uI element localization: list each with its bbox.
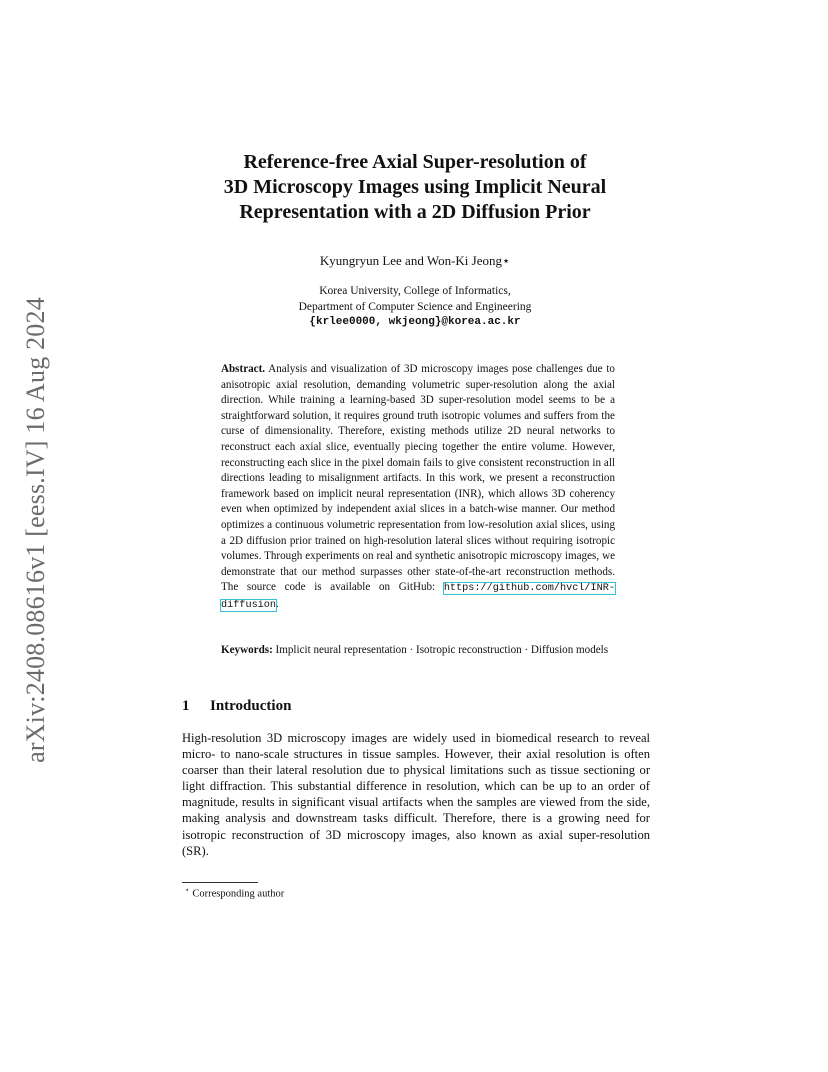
keywords-label: Keywords: bbox=[221, 644, 273, 656]
abstract-text: Analysis and visualization of 3D microscopy images pose challenges due to anisotropic axial resolution, demanding volumetric super-resolution along the axial direction. While training a learning-based 3D super-resolution model seems to be a straightforward solution, it requires ground truth isotropic volumes and suffers from the curse of dimensionality. Therefore, existing methods utilize 2D neural networks to reconstruct each axial slice, eventually piecing together the entire volume. However, reconstructing each slice in the pixel domain fails to give consistent reconstruction in all directions leading to misalignment artifacts. In this work, we present a reconstruction framework based on implicit neural representation (INR), which allows 3D coherency even when optimized by independent axial slices in a batch-wise manner. Our method optimizes a continuous volumetric representation from low-resolution axial slices, using a 2D diffusion prior trained on high-resolution lateral slices without requiring isotropic volumes. Through experiments on real and synthetic anisotropic microscopy images, we demonstrate that our method surpasses other state-of-the-art reconstruction methods. The source code is available on GitHub: bbox=[221, 363, 615, 594]
footnote-marker: ⋆ bbox=[185, 886, 190, 894]
footnote-text: Corresponding author bbox=[192, 888, 285, 900]
title-line-1: Reference-free Axial Super-resolution of bbox=[243, 151, 587, 173]
footnote-rule bbox=[182, 882, 258, 883]
intro-paragraph: High-resolution 3D microscopy images are widely used in biomedical research to reveal micro- to nano-scale structures in tissue samples. However, their axial resolution is often coarser than their lateral resolution due to physical limitations such as tissue sectioning or light diffraction. This substantial difference in resolution, which can be up to an order of magnitude, results in significant visual artifacts when the samples are viewed from the side, making analysis and downstream tasks difficult. Therefore, there is a growing need for isotropic reconstruction of 3D microscopy images, also known as axial super-resolution (SR). bbox=[182, 731, 650, 858]
paper-title bbox=[150, 150, 680, 225]
section-heading bbox=[182, 698, 291, 715]
abstract bbox=[221, 362, 615, 614]
arxiv-identifier bbox=[16, 280, 56, 780]
title-line-3: Representation with a 2D Diffusion Prior bbox=[239, 201, 591, 223]
section-number: 1 bbox=[182, 698, 190, 714]
keywords-text: Implicit neural representation · Isotropic reconstruction · Diffusion models bbox=[275, 644, 609, 656]
authors: Kyungryun Lee and Won-Ki Jeong⋆ bbox=[319, 253, 511, 268]
github-link[interactable]: https://github.com/hvcl/INR-diffusion bbox=[221, 583, 615, 611]
arxiv-identifier-text: arXiv:2408.08616v1 [eess.IV] 16 Aug 2024 bbox=[21, 297, 50, 763]
section-title: Introduction bbox=[210, 698, 292, 714]
keywords bbox=[221, 643, 615, 659]
author-emails: {krlee0000, wkjeong}@korea.ac.kr bbox=[309, 316, 521, 328]
affiliation-line-1: Korea University, College of Informatics, bbox=[319, 285, 511, 297]
title-line-2: 3D Microscopy Images using Implicit Neural bbox=[223, 176, 607, 198]
abstract-label: Abstract. bbox=[221, 363, 266, 375]
abstract-end: . bbox=[276, 597, 279, 610]
affiliation-line-2: Department of Computer Science and Engineering bbox=[298, 300, 532, 313]
affiliation bbox=[150, 284, 680, 331]
footnote bbox=[185, 886, 284, 900]
